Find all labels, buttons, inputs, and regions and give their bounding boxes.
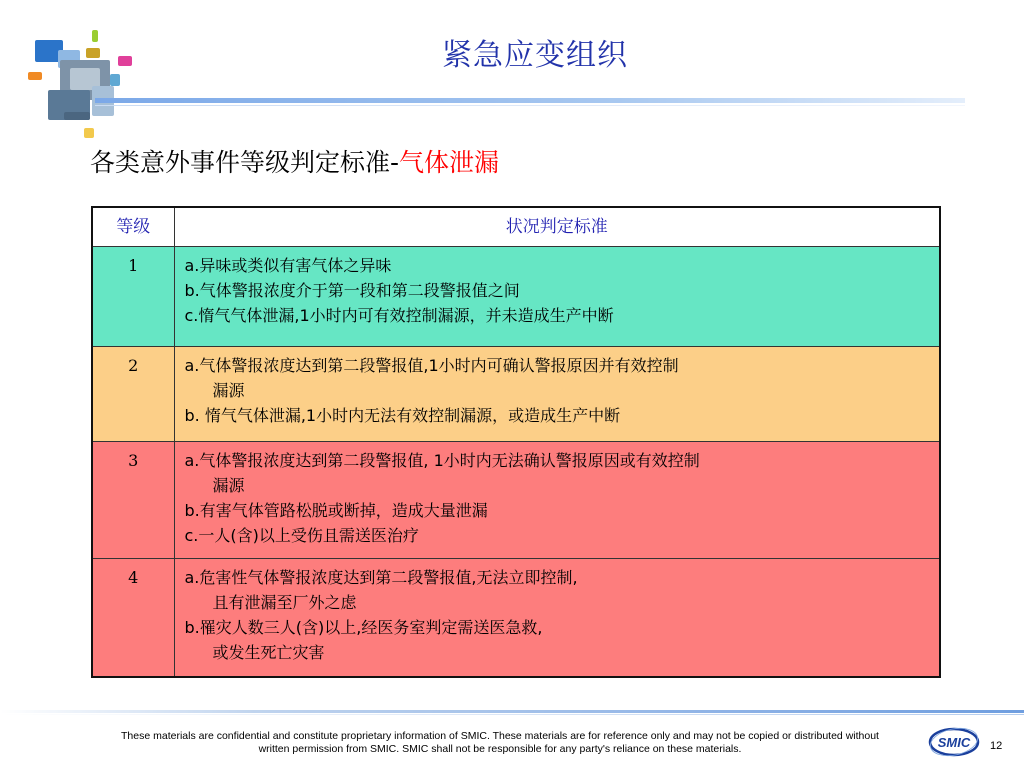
page-number: 12 bbox=[990, 740, 1003, 752]
criteria-line: a.气体警报浓度达到第二段警报值,1小时内可确认警报原因并有效控制 bbox=[184, 356, 679, 375]
smic-logo bbox=[928, 725, 980, 759]
table-row bbox=[92, 347, 940, 442]
criteria-line: a.危害性气体警报浓度达到第二段警报值,无法立即控制, bbox=[184, 568, 578, 587]
criteria-cell bbox=[174, 442, 940, 559]
criteria-line: b.有害气体管路松脱或断掉，造成大量泄漏 bbox=[184, 501, 488, 520]
footer-divider bbox=[0, 710, 1024, 713]
heading-highlight: 气体泄漏 bbox=[399, 148, 500, 177]
footer-divider-shadow bbox=[0, 714, 1024, 715]
criteria-line: b.罹灾人数三人(含)以上,经医务室判定需送医急救, bbox=[184, 618, 543, 637]
criteria-cell bbox=[174, 559, 940, 677]
criteria-line: b.气体警报浓度介于第一段和第二段警报值之间 bbox=[184, 281, 520, 300]
header-level: 等级 bbox=[92, 207, 174, 247]
decorative-photo-mosaic bbox=[0, 0, 150, 150]
criteria-cell bbox=[174, 347, 940, 442]
table-row bbox=[92, 559, 940, 677]
title-underline bbox=[95, 98, 965, 103]
table-row bbox=[92, 442, 940, 559]
slide-title: 紧急应变组织 bbox=[442, 38, 628, 73]
criteria-line: b. 惰气气体泄漏,1小时内无法有效控制漏源，或造成生产中断 bbox=[184, 406, 621, 425]
criteria-cell bbox=[174, 247, 940, 347]
section-heading bbox=[90, 143, 499, 179]
incident-level-table bbox=[91, 206, 941, 678]
confidentiality-line-2: written permission from SMIC. SMIC shall not be responsible for any party's reliance on these materials. bbox=[258, 743, 742, 755]
title-underline-shadow bbox=[95, 105, 965, 106]
smic-logo-icon bbox=[928, 725, 980, 759]
criteria-line-continued: 漏源 bbox=[212, 476, 245, 495]
criteria-line: a.气体警报浓度达到第二段警报值, 1小时内无法确认警报原因或有效控制 bbox=[184, 451, 700, 470]
header-criteria: 状况判定标准 bbox=[174, 207, 940, 247]
criteria-line-continued: 或发生死亡灾害 bbox=[212, 643, 325, 662]
confidentiality-notice bbox=[80, 730, 920, 756]
table-row bbox=[92, 247, 940, 347]
table-header-row bbox=[92, 207, 940, 247]
criteria-line: c.惰气气体泄漏,1小时内可有效控制漏源，并未造成生产中断 bbox=[184, 306, 614, 325]
criteria-line: a.异味或类似有害气体之异味 bbox=[184, 256, 392, 275]
confidentiality-line-1: These materials are confidential and constitute proprietary information of SMIC. These materials are for reference only and may not be copied or distributed without bbox=[121, 730, 879, 742]
criteria-line-continued: 且有泄漏至厂外之虑 bbox=[212, 593, 357, 612]
level-cell: 4 bbox=[92, 559, 174, 677]
level-cell: 1 bbox=[92, 247, 174, 347]
criteria-line-continued: 漏源 bbox=[212, 381, 245, 400]
criteria-line: c.一人(含)以上受伤且需送医治疗 bbox=[184, 526, 419, 545]
smic-logo-text: SMIC bbox=[937, 735, 971, 750]
heading-prefix: 各类意外事件等级判定标准- bbox=[90, 148, 400, 177]
level-cell: 3 bbox=[92, 442, 174, 559]
level-cell: 2 bbox=[92, 347, 174, 442]
